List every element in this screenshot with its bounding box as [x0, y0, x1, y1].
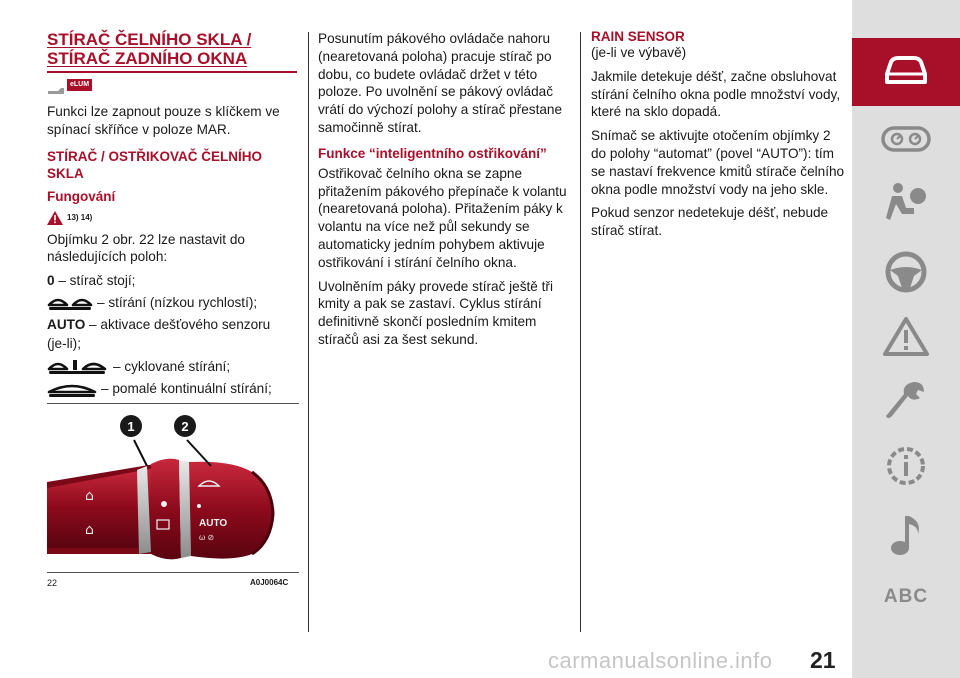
section-heading-fungovani: Fungování [47, 188, 116, 204]
airbag-icon [884, 180, 928, 224]
watermark: carmanualsonline.info [548, 648, 773, 673]
elum-badge-row [47, 81, 299, 97]
warning-refs [47, 211, 299, 225]
position-0-code: 0 [47, 273, 55, 289]
col3-paragraph-3: Pokud senzor nedetekuje déšť, nebude stírač stírat. [591, 205, 829, 239]
sidebar-item-multimedia[interactable] [880, 512, 932, 556]
position-cyclic [47, 356, 299, 378]
position-cyclic-text: – cyklované stírání; [113, 359, 231, 375]
sidebar-item-maintenance[interactable] [880, 378, 932, 422]
warning-refs-text: 13) 14) [67, 213, 93, 223]
subtitle-washer: STÍRAČ / OSTŘIKOVAČ ČELNÍHO SKLA [47, 148, 263, 181]
wrench-icon [884, 378, 928, 422]
position-auto-cont: (je-li); [47, 336, 81, 352]
wiper-cyclic-icon [47, 358, 109, 376]
section-heading-rain-sensor: RAIN SENSOR [591, 29, 685, 44]
col3-paragraph-2: Snímač se aktivujte otočením objímky 2 do polohy “automat” (povel “AUTO”): tím se nastaví frekvence kmitů stírače čelního okna podle množství vody na jeho skle. [591, 128, 845, 197]
column-divider-1 [308, 32, 309, 632]
position-low [47, 292, 299, 314]
sidebar-item-car[interactable] [880, 52, 932, 88]
column-middle [318, 30, 572, 349]
sidebar-item-emergency[interactable] [880, 316, 932, 356]
sidebar-item-driving[interactable] [880, 250, 932, 294]
car-icon [881, 52, 931, 88]
sidebar-item-technical-data[interactable] [880, 444, 932, 488]
sidebar-item-dashboard[interactable] [880, 124, 932, 154]
steering-wheel-icon [884, 250, 928, 294]
wiper-lever-illustration [47, 404, 299, 573]
page-title: STÍRAČ ČELNÍHO SKLA / STÍRAČ ZADNÍHO OKNA [47, 30, 252, 68]
music-note-icon [888, 512, 924, 556]
figure-caption-code: A0J0064C [250, 578, 289, 587]
position-slow [47, 378, 299, 400]
position-slow-text: – pomalé kontinuální stírání; [101, 381, 272, 397]
column-right [591, 30, 845, 240]
col2-paragraph-3: Uvolněním páky provede stírač ještě tři kmity a pak se zastaví. Cyklus stírání definitivně skončí posledním kmitem stíračů asi za šest sekund. [318, 278, 553, 347]
elum-badge: eLUM [67, 79, 92, 91]
col2-paragraph-1: Posunutím pákového ovládače nahoru (nearetovaná poloha) pracuje stírač po dobu, co budete ovládač držet v této poloze. Po uvolnění se pákový ovládač vrátí do výchozí polohy a stírač přestane samočinně stírat. [318, 31, 563, 135]
sidebar-item-safety[interactable] [880, 180, 932, 224]
column-divider-2 [580, 32, 581, 632]
wiper-intermittent-icon [47, 294, 93, 312]
svg-text:ω ⊘: ω ⊘ [199, 533, 215, 542]
position-0-text: – stírač stojí; [58, 273, 136, 289]
col2-paragraph-2: Ostřikovač čelního okna se zapne přitažením pákového přepínače k volantu (nearetovaná poloha). Přitažením páky k volantu na více než půl sekundy se automaticky jedním pohybem aktivuje ostřikování i stírání čelního okna. [318, 165, 567, 270]
position-0 [47, 270, 299, 292]
title-rule [47, 71, 297, 73]
svg-text:⌂: ⌂ [85, 522, 94, 538]
position-low-text: – stírání (nízkou rychlostí); [97, 295, 258, 311]
position-auto [47, 314, 299, 336]
warning-icon [883, 316, 929, 356]
warning-triangle-icon [47, 211, 63, 225]
callout-1: 1 [127, 419, 135, 434]
dashboard-icon [881, 124, 931, 154]
svg-text:⌂: ⌂ [85, 488, 94, 504]
col3-paragraph-1: Jakmile detekuje déšť, začne obsluhovat stírání čelního okna podle množství vody, které na sklo dopadá. [591, 68, 841, 120]
position-auto-code: AUTO [47, 317, 86, 333]
sidebar-item-index[interactable]: ABC [883, 586, 929, 607]
position-auto-text: – aktivace dešťového senzoru [89, 317, 271, 333]
figure-auto-label: AUTO [199, 518, 228, 529]
key-icon [47, 83, 65, 95]
intro-text: Funkci lze zapnout pouze s klíčkem ve spínací skříňce v poloze MAR. [47, 104, 280, 137]
figure-caption-number: 22 [47, 578, 58, 588]
page-number: 21 [810, 647, 836, 673]
callout-2: 2 [181, 419, 189, 434]
rain-sensor-note: (je-li ve výbavě) [591, 45, 687, 60]
positions-intro: Objímku 2 obr. 22 lze nastavit do následujících poloh: [47, 231, 245, 265]
info-icon [884, 444, 928, 488]
section-heading-intelligent-washing: Funkce “inteligentního ostřikování” [318, 145, 547, 161]
column-left [47, 30, 299, 422]
figure-wiper-lever [47, 403, 299, 573]
wiper-slow-icon [47, 380, 97, 398]
